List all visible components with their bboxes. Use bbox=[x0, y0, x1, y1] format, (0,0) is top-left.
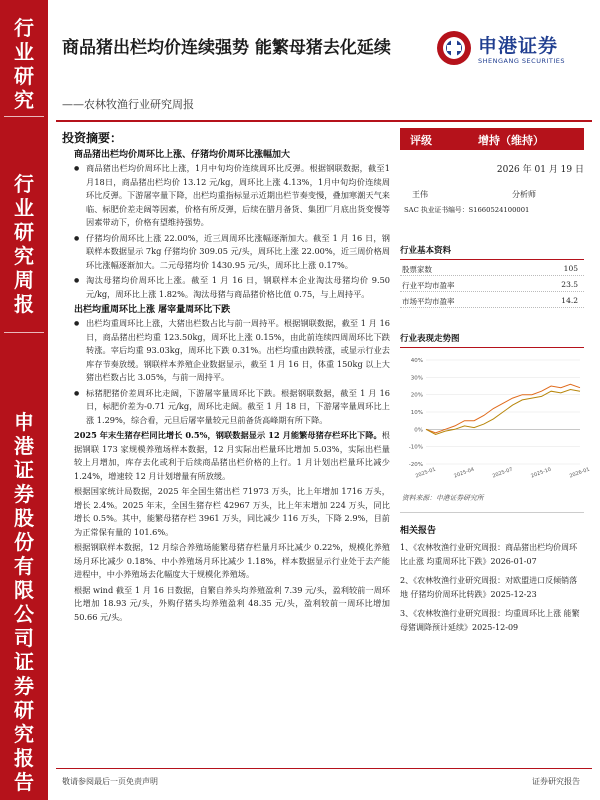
left-sidebar bbox=[0, 0, 48, 800]
sidebar-char: 研 bbox=[14, 698, 34, 722]
basic-info-row bbox=[400, 276, 584, 292]
performance-chart bbox=[400, 352, 591, 482]
basic-info-key: 市场平均市盈率 bbox=[402, 297, 455, 306]
analyst-name: 王伟 bbox=[412, 190, 428, 199]
rating-bar bbox=[400, 128, 584, 150]
chart-y-tick-label: 0% bbox=[414, 427, 423, 434]
summary-paragraph: 根据钢联样本数据，12 月综合养殖场能繁母猪存栏量月环比减少 0.22%，规模化养殖场月环比减少 0.18%、中小养殖场月环比减少 1.18%，样本数据显示行业处于去产能进程中，中小养殖场去化幅度大于规模化养殖场。 bbox=[74, 542, 390, 579]
logo-english-name: SHENGANG SECURITIES bbox=[478, 57, 566, 65]
section-subheading: 商品猪出栏均价周环比上涨、仔猪均价周环比涨幅加大 bbox=[74, 150, 291, 160]
sidebar-char: 司 bbox=[14, 626, 34, 650]
sidebar-char: 港 bbox=[14, 434, 34, 458]
related-report-link[interactable]: 1、《农林牧渔行业研究周报：商品猪出栏均价周环比止涨 均重周环比下跌》2026-01-07 bbox=[400, 543, 578, 566]
sidebar-char: 申 bbox=[14, 410, 34, 434]
sidebar-char: 周 bbox=[14, 268, 34, 292]
basic-info-value: 23.5 bbox=[561, 280, 578, 289]
basic-info-key: 股票家数 bbox=[402, 265, 432, 274]
related-reports-title: 相关报告 bbox=[400, 526, 437, 536]
summary-bullet: ● 标猪肥猪价差周环比走阔，下游屠宰量周环比下跌。根据钢联数据，截至 1 月 16 日，标肥价差为-0.71 元/kg，周环比走阔。截至 1 月 18 日，下游屠宰量周环比上涨 1.29%，综合看，元旦后屠宰量较元旦前备货高峰期有所下降。 bbox=[74, 387, 390, 428]
summary-bullet: ● 出栏均重周环比上涨，大猪出栏数占比与前一周持平。根据钢联数据，截至 1 月 16 日，商品猪出栏均重 123.50kg，周环比上涨 0.15%，由此前连续四周周环比下跌转涨。宰后均重 93.03kg，周环比下跌 0.31%。出栏均重由跌转涨，或显示行业去库存节奏放缓。钢联样本养殖企业数据显示，截至 1 月 16 日，体重 150kg 以上大猪出栏数占比 3.05%，与前一周持平。 bbox=[74, 317, 390, 385]
sidebar-label-industry-research bbox=[0, 16, 48, 112]
disclaimer-note: 敬请参阅最后一页免责声明 bbox=[62, 777, 158, 786]
sac-license: SAC 执业证书编号：S1660524100001 bbox=[404, 206, 530, 214]
summary-paragraph: 根据 wind 截至 1 月 16 日数据，自繁自养头均养殖盈利 7.39 元/头，盈利较前一周环比增加 18.93 元/头，外购仔猪头均养殖盈利 48.35 元/头，盈利较前一周环比增加 50.66 元/头。 bbox=[74, 584, 390, 622]
sidebar-char: 券 bbox=[14, 482, 34, 506]
chart-y-tick-label: -20% bbox=[408, 462, 423, 468]
sidebar-char: 股 bbox=[14, 506, 34, 530]
rating-label: 评级 bbox=[410, 134, 432, 147]
section-subheading: 出栏均重周环比上涨 屠宰量周环比下跌 bbox=[74, 305, 231, 315]
sidebar-char: 行 bbox=[14, 16, 34, 40]
info-column bbox=[400, 128, 591, 635]
sidebar-char: 告 bbox=[14, 770, 34, 794]
section-divider bbox=[400, 512, 584, 513]
sidebar-char: 公 bbox=[14, 602, 34, 626]
related-report-link[interactable]: 3、《农林牧渔行业研究周报：均重周环比上涨 能繁母猪调降预计延续》2025-12-09 bbox=[400, 609, 580, 632]
report-date: 2026 年 01 月 19 日 bbox=[496, 165, 584, 175]
sidebar-char: 研 bbox=[14, 64, 34, 88]
summary-column bbox=[62, 128, 390, 624]
basic-info-row bbox=[400, 260, 584, 276]
sidebar-char: 券 bbox=[14, 674, 34, 698]
chart-series-line bbox=[426, 384, 580, 433]
chart-x-tick-label: 2025-01 bbox=[414, 466, 437, 480]
basic-info-row bbox=[400, 292, 584, 308]
chart-y-tick-label: 10% bbox=[410, 410, 423, 416]
footer-divider bbox=[56, 768, 592, 769]
basic-info-value: 105 bbox=[563, 264, 578, 273]
chart-source: 资料来源：申港证券研究所 bbox=[402, 494, 484, 502]
sidebar-char: 报 bbox=[14, 746, 34, 770]
sidebar-char: 证 bbox=[14, 458, 34, 482]
chart-x-tick-label: 2026-01 bbox=[568, 466, 591, 480]
sidebar-char: 限 bbox=[14, 578, 34, 602]
sidebar-char: 份 bbox=[14, 530, 34, 554]
sidebar-char: 行 bbox=[14, 172, 34, 196]
sidebar-char: 证 bbox=[14, 650, 34, 674]
chart-x-tick-label: 2025-10 bbox=[530, 466, 553, 480]
analyst-role: 分析师 bbox=[512, 190, 536, 199]
basic-info-title: 行业基本资料 bbox=[400, 244, 584, 260]
logo-mark-icon bbox=[436, 30, 472, 66]
paragraph-lead: 2025 年末生猪存栏同比增长 0.5%，钢联数据显示 12 月能繁母猪存栏环比下降。 bbox=[74, 430, 382, 440]
summary-heading: 投资摘要： bbox=[62, 131, 123, 145]
analyst-row bbox=[400, 189, 584, 201]
sidebar-char: 究 bbox=[14, 88, 34, 112]
rating-value: 增持（维持） bbox=[478, 134, 544, 147]
sidebar-char: 究 bbox=[14, 722, 34, 746]
sidebar-char: 业 bbox=[14, 40, 34, 64]
chart-y-tick-label: 20% bbox=[410, 392, 423, 399]
chart-x-tick-label: 2025-04 bbox=[453, 466, 476, 480]
sidebar-char: 报 bbox=[14, 292, 34, 316]
header-divider bbox=[56, 120, 592, 122]
company-logo bbox=[436, 30, 586, 70]
chart-x-tick-label: 2025-07 bbox=[491, 466, 514, 480]
basic-info-value: 14.2 bbox=[561, 296, 578, 305]
sidebar-char: 研 bbox=[14, 220, 34, 244]
sidebar-char: 有 bbox=[14, 554, 34, 578]
sidebar-char: 究 bbox=[14, 244, 34, 268]
summary-bullet: ● 仔猪均价周环比上涨 22.00%，近三周周环比涨幅逐渐加大。截至 1 月 16 日，钢联样本数据显示 7kg 仔猪均价 309.05 元/头，周环比上涨 22.00%，近三周价格周环比涨幅逐渐加大。二元母猪均价 1430.95 元/头，周环比上涨 0.17%。 bbox=[74, 232, 390, 273]
chart-title: 行业表现走势图 bbox=[400, 332, 584, 348]
footer-report-type: 证券研究报告 bbox=[532, 777, 580, 786]
paragraph-body: 根据钢联 173 家规模养殖场样本数据，12 月实际出栏量环比增加 5.03%，实际出栏量较上月增加，库存去化或利于后续商品猪出栏价格的上行。1 月计划出栏量环比减少 1.24%，增速较 12 月计划增量有所放缓。 bbox=[74, 430, 390, 481]
chart-y-tick-label: 40% bbox=[410, 358, 423, 364]
sidebar-divider bbox=[4, 116, 44, 117]
summary-bullet: ● 淘汰母猪均价周环比上涨。截至 1 月 16 日，钢联样本企业淘汰母猪均价 9.50 元/kg，周环比上涨 1.82%。淘汰母猪与商品猪价格比值 0.75，与上周持平。 bbox=[74, 274, 390, 301]
sidebar-label-company bbox=[0, 410, 48, 794]
basic-info-key: 行业平均市盈率 bbox=[402, 281, 455, 290]
report-subtitle: ——农林牧渔行业研究周报 bbox=[62, 98, 194, 111]
report-title: 商品猪出栏均价连续强势 能繁母猪去化延续 bbox=[62, 38, 391, 58]
summary-paragraph bbox=[74, 429, 390, 483]
sidebar-char: 业 bbox=[14, 196, 34, 220]
logo-name: 申港证券 bbox=[478, 35, 559, 57]
sidebar-divider bbox=[4, 332, 44, 333]
summary-bullet: ● 商品猪出栏均价周环比上涨，1月中旬均价连续周环比反弹。根据钢联数据，截至1月18日，商品猪出栏均价 13.12 元/kg，周环比上涨 4.13%，1月中旬均价连续周环比反弹。下游屠宰量下降，出栏均重指标显示近期出栏节奏变慢，叠加寒潮天气来临、标肥价差走阔等因素，价格有所反弹，后续在腊月备货、集团厂月底出货变慢等因素带动下，价格有望维持强势。 bbox=[74, 162, 390, 230]
chart-y-tick-label: -10% bbox=[408, 444, 423, 451]
related-report-link[interactable]: 2、《农林牧渔行业研究周报：对欧盟进口反倾销落地 仔猪均价周环比转跌》2025-12-23 bbox=[400, 576, 578, 599]
sidebar-label-weekly-report bbox=[0, 172, 48, 316]
chart-y-tick-label: 30% bbox=[410, 375, 423, 382]
summary-paragraph: 根据国家统计局数据，2025 年全国生猪出栏 71973 万头，比上年增加 1716 万头，增长 2.4%。2025 年末，全国生猪存栏 42967 万头，比上年末增加 224 万头，同比增长 0.5%。其中，能繁母猪存栏 3961 万头，同比减少 116 万头，下降 2.9%，目前为正常保有量的 101.6%。 bbox=[74, 486, 390, 537]
